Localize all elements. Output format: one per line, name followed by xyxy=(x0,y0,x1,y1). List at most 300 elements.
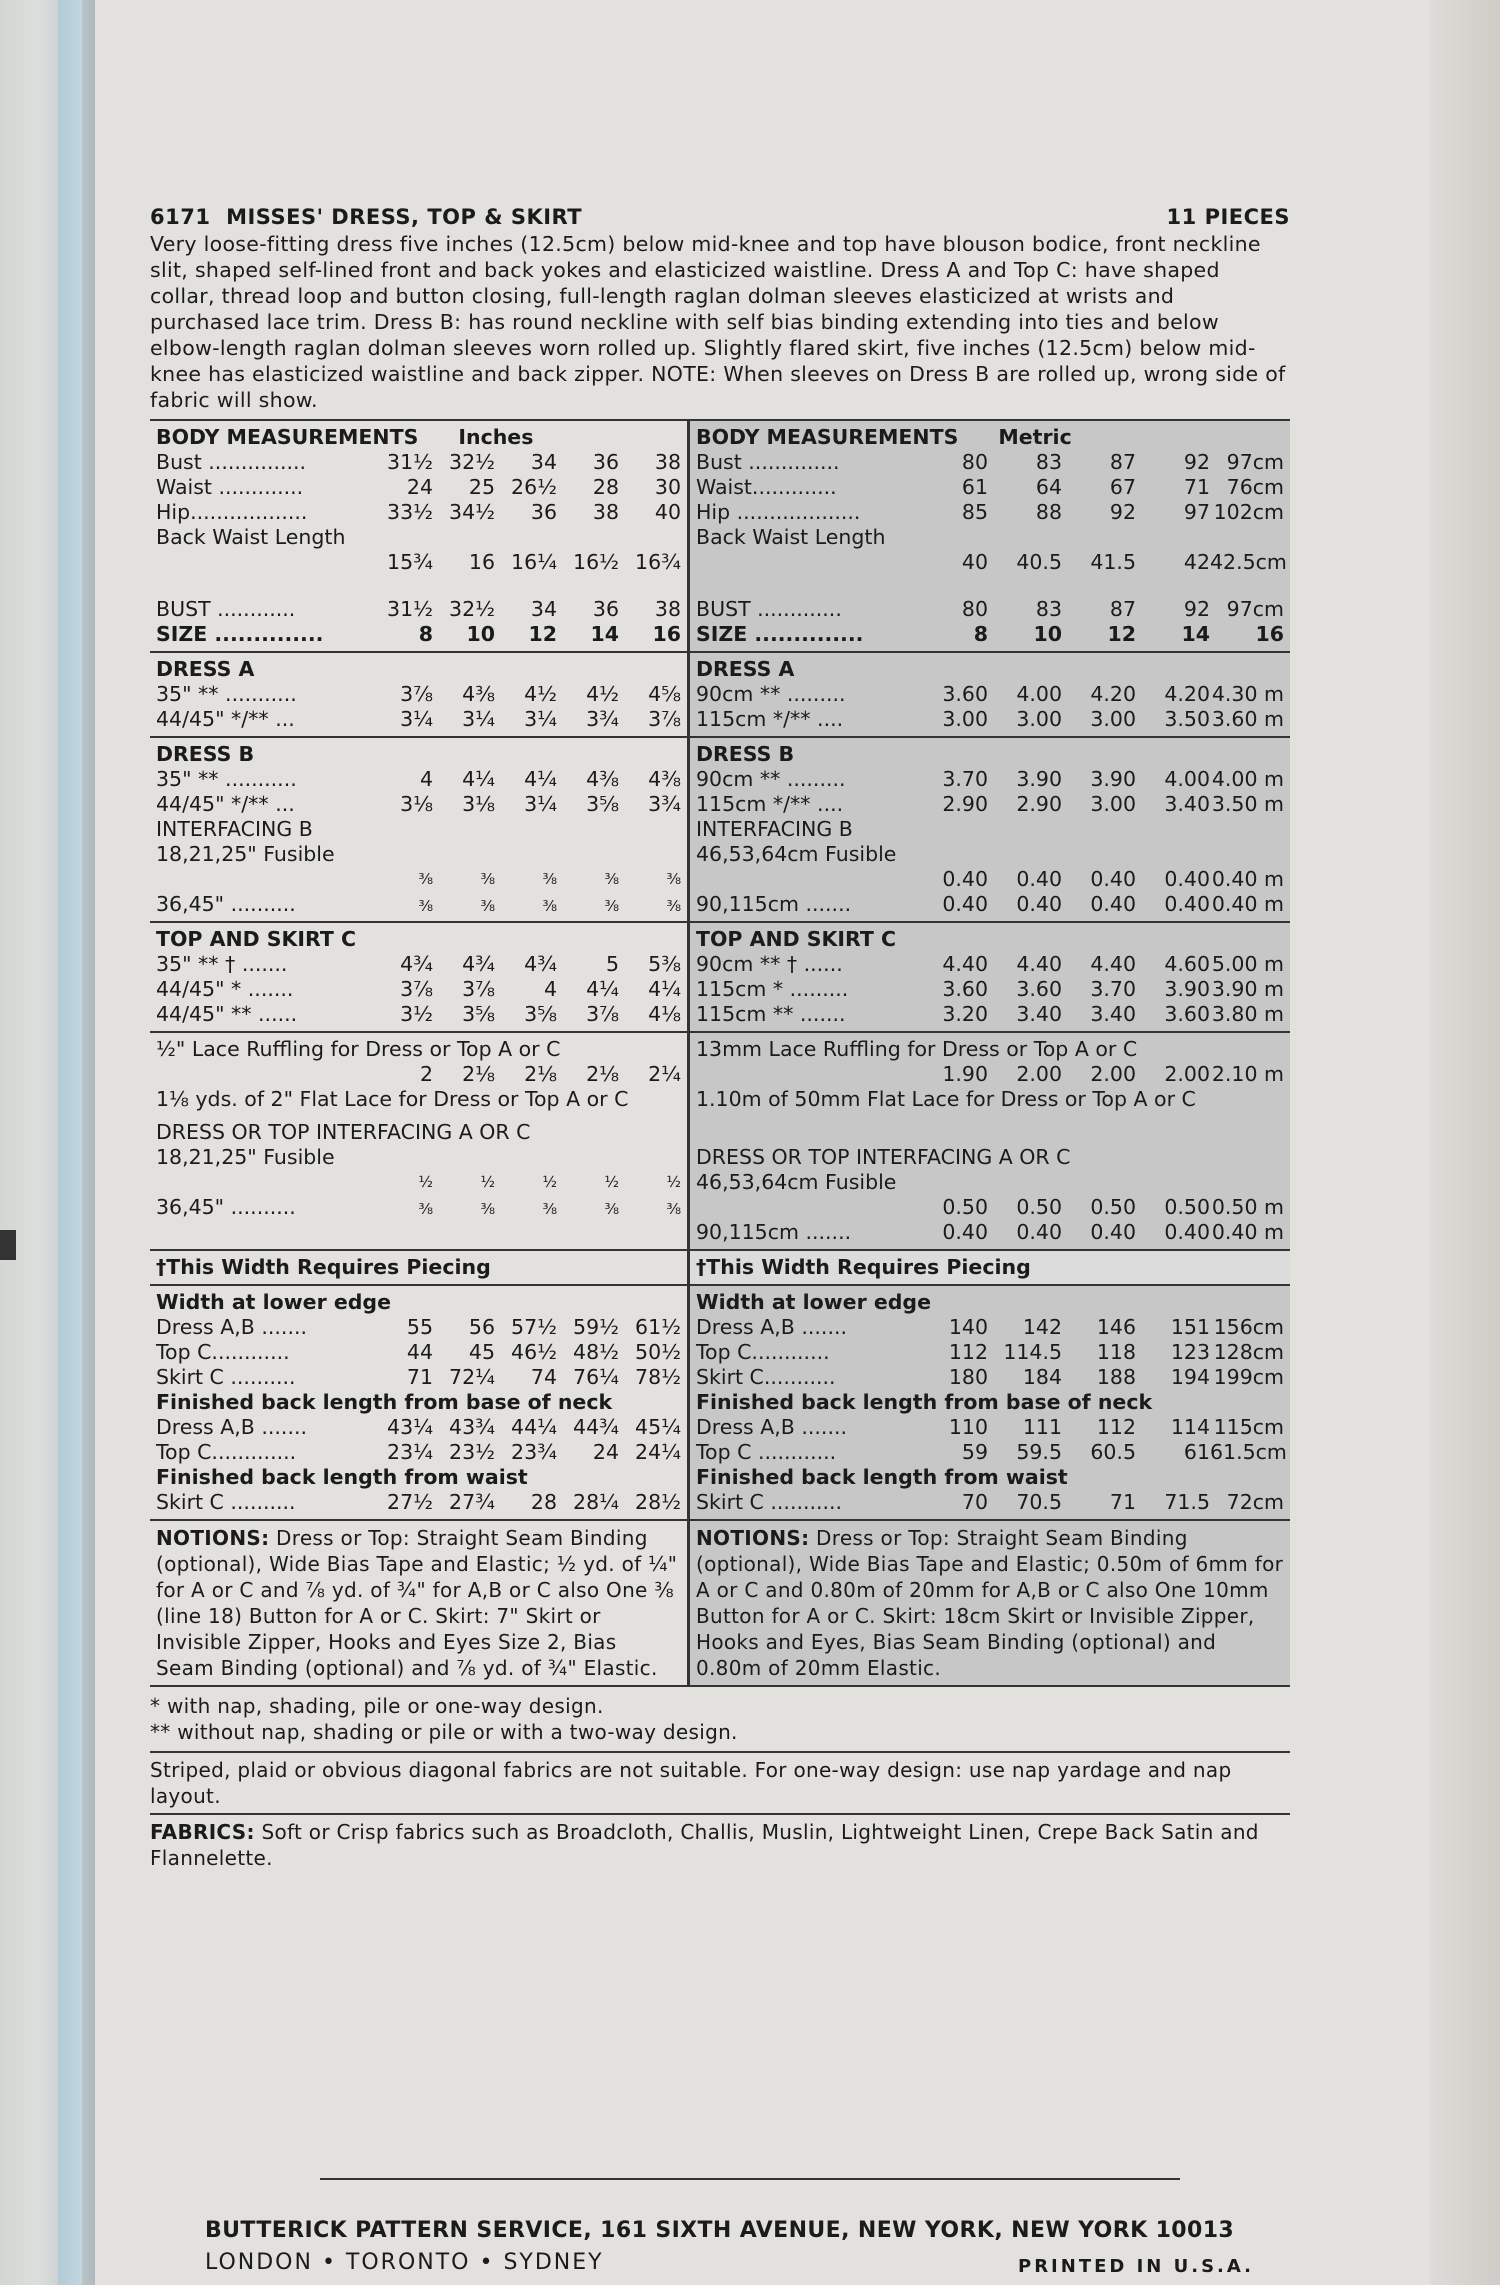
row-value: 146 xyxy=(1096,1315,1136,1339)
row-value: ⅜ xyxy=(666,1200,681,1218)
row-value: 151 xyxy=(1170,1315,1210,1339)
row-value: 76¼ xyxy=(573,1365,619,1389)
row-value: ⅜ xyxy=(418,1200,433,1218)
row-value: 80 xyxy=(961,450,988,474)
row-value: ⅜ xyxy=(542,870,557,888)
row-value: ⅜ xyxy=(480,870,495,888)
row-label: Waist ............. xyxy=(156,475,304,499)
row-value: 8 xyxy=(973,622,988,646)
measure-row xyxy=(696,682,1284,707)
row-value: 28½ xyxy=(635,1490,681,1514)
row-value: 42 xyxy=(1183,550,1210,574)
row-label: Dress A,B ....... xyxy=(156,1315,307,1339)
row-value: 16¼ xyxy=(511,550,557,574)
row-label: Bust ............... xyxy=(156,450,307,474)
row-value: 3⅛ xyxy=(400,792,433,816)
dress-a-metric: DRESS A 90cm ** ......... 3.60 4.00 4.20 4.20 4.30 m 115cm */** .... 3.00 3.00 3.00 3.50 3.60 m xyxy=(690,653,1290,738)
row-value: 4¾ xyxy=(462,952,495,976)
blue-edge-strip xyxy=(58,0,82,2285)
pattern-back-content xyxy=(150,205,1290,1871)
row-value: 83 xyxy=(1035,597,1062,621)
measure-row xyxy=(696,867,1284,892)
row-value: 114 xyxy=(1170,1415,1210,1439)
row-value: 0.50 m xyxy=(1211,1195,1284,1219)
row-value: 142 xyxy=(1022,1315,1062,1339)
row-label: Waist............. xyxy=(696,475,837,499)
row-value: 50½ xyxy=(635,1340,681,1364)
row-value: 0.40 xyxy=(1016,1220,1062,1244)
pattern-header xyxy=(150,205,1290,229)
row-label: 115cm */** .... xyxy=(696,792,844,816)
edge-mark xyxy=(0,1230,16,1260)
row-value: 46½ xyxy=(511,1340,557,1364)
row-value: 0.50 xyxy=(1016,1195,1062,1219)
row-value: 3.90 m xyxy=(1211,977,1284,1001)
row-value: 28 xyxy=(592,475,619,499)
row-label: 44/45" * ....... xyxy=(156,977,294,1001)
row-value: 43¾ xyxy=(449,1415,495,1439)
envelope-right-edge xyxy=(1430,0,1500,2285)
row-label: BUST ............. xyxy=(696,597,842,621)
row-value: 3¾ xyxy=(648,792,681,816)
row-value: 38 xyxy=(654,597,681,621)
row-value: 31½ xyxy=(387,450,433,474)
row-value: 4⅜ xyxy=(586,767,619,791)
row-value: 38 xyxy=(592,500,619,524)
row-value: 10 xyxy=(1033,622,1062,646)
row-label: Dress A,B ....... xyxy=(696,1415,847,1439)
row-value: 67 xyxy=(1109,475,1136,499)
measure-row xyxy=(696,767,1284,792)
row-label: Skirt C ........... xyxy=(696,1490,843,1514)
row-label: Hip.................. xyxy=(156,500,308,524)
row-label: 44/45" */** ... xyxy=(156,792,295,816)
measure-row xyxy=(696,1365,1284,1390)
row-value: 25 xyxy=(468,475,495,499)
publisher-address: BUTTERICK PATTERN SERVICE, 161 SIXTH AVENUE, NEW YORK, NEW YORK 10013 xyxy=(205,2218,1235,2243)
notions-metric: NOTIONS: Dress or Top: Straight Seam Binding (optional), Wide Bias Tape and Elastic; 0.50m of 6mm for A or C and 0.80m of 20mm for A,B or C also One 10mm Button for A or C. Skirt: 18cm Skirt or Invisible Zipper, Hooks and Eyes, Bias Seam Binding (optional) and 0.80m of 20mm Elastic. xyxy=(690,1521,1290,1685)
measure-row xyxy=(156,1365,681,1390)
row-value: 92 xyxy=(1183,597,1210,621)
row-value: 97cm xyxy=(1226,450,1284,474)
measure-row xyxy=(696,450,1284,475)
row-value: 4.40 xyxy=(942,952,988,976)
row-value: 3.00 xyxy=(1090,792,1136,816)
row-value: 4⅜ xyxy=(462,682,495,706)
row-label: 44/45" ** ...... xyxy=(156,1002,298,1026)
row-value: ½ xyxy=(418,1173,433,1191)
row-value: 0.40 xyxy=(1090,1220,1136,1244)
row-value: 28 xyxy=(530,1490,557,1514)
row-value: 4¼ xyxy=(462,767,495,791)
row-value: 2¼ xyxy=(648,1062,681,1086)
measure-row xyxy=(696,1315,1284,1340)
row-label: 115cm */** .... xyxy=(696,707,844,731)
row-value: 0.40 xyxy=(1164,892,1210,916)
row-label: 90,115cm ....... xyxy=(696,892,852,916)
row-value: 27½ xyxy=(387,1490,433,1514)
row-label: Dress A,B ....... xyxy=(696,1315,847,1339)
row-value: 59½ xyxy=(573,1315,619,1339)
row-value: 3⅞ xyxy=(586,1002,619,1026)
row-value: 4½ xyxy=(586,682,619,706)
row-value: 72¼ xyxy=(449,1365,495,1389)
row-value: 43¼ xyxy=(387,1415,433,1439)
finished-garment-metric: Width at lower edge Dress A,B ....... 140 142 146 151 156cm Top C............ 112 114.5 118 123 128cm Skirt C........... 180 184 188 194 199cm Finished back length from base of neck Dress A,B ....... 110 111 112 114 115cm Top C ............ 59 59.5 60.5 61 61.5cm Finished back length from waist Skirt C ........... 70 70.5 71 71.5 72cm xyxy=(690,1286,1290,1521)
row-label: Top C ............ xyxy=(696,1440,837,1464)
row-value: 3.60 xyxy=(942,977,988,1001)
row-value: 16¾ xyxy=(635,550,681,574)
row-value: 0.40 xyxy=(1016,892,1062,916)
row-value: 0.40 xyxy=(1090,892,1136,916)
publisher-cities: LONDON • TORONTO • SYDNEY xyxy=(205,2250,604,2275)
measure-row xyxy=(696,1415,1284,1440)
row-value: 3.00 xyxy=(942,707,988,731)
row-value: 3.60 xyxy=(1016,977,1062,1001)
row-value: 0.40 xyxy=(1164,1220,1210,1244)
row-value: 23½ xyxy=(449,1440,495,1464)
pattern-description: Very loose-fitting dress five inches (12.5cm) below mid-knee and top have blouson bodice, front neckline slit, shaped self-lined front and back yokes and elasticized waistline. Dress A and Top C: have shaped collar, thread loop and button closing, full-length raglan dolman sleeves elasticized at wrists and purchased lace trim. Dress B: has round neckline with self bias binding extending into ties and below elbow-length raglan dolman sleeves worn rolled up. Slightly flared skirt, five inches (12.5cm) below mid-knee has elasticized waistline and back zipper. NOTE: When sleeves on Dress B are rolled up, wrong side of fabric will show. xyxy=(150,232,1286,412)
row-value: 5⅜ xyxy=(648,952,681,976)
row-value: ⅜ xyxy=(666,897,681,915)
row-value: ⅜ xyxy=(542,1200,557,1218)
row-label: 90cm ** ......... xyxy=(696,767,846,791)
row-value: 40 xyxy=(654,500,681,524)
row-value: 156cm xyxy=(1213,1315,1284,1339)
row-value: 3¼ xyxy=(400,707,433,731)
row-value: 60.5 xyxy=(1090,1440,1136,1464)
row-value: 44¼ xyxy=(511,1415,557,1439)
measure-row xyxy=(156,1170,681,1195)
row-value: ⅜ xyxy=(604,1200,619,1218)
row-value: 184 xyxy=(1022,1365,1062,1389)
row-value: 59.5 xyxy=(1016,1440,1062,1464)
row-value: 0.40 m xyxy=(1211,867,1284,891)
row-value: 3.40 xyxy=(1164,792,1210,816)
lace-interfacing-inches: ½" Lace Ruffling for Dress or Top A or C 2 2⅛ 2⅛ 2⅛ 2¼ 1⅛ yds. of 2" Flat Lace for Dress or Top A or C DRESS OR TOP INTERFACING A OR C 18,21,25" Fusible ½ ½ ½ ½ ½ 36,45" .......... ⅜ ⅜ ⅜ ⅜ ⅜ xyxy=(150,1033,690,1251)
row-value: 4¼ xyxy=(586,977,619,1001)
row-label: 90cm ** ......... xyxy=(696,682,846,706)
measure-row xyxy=(696,1440,1287,1465)
row-value: ⅜ xyxy=(480,1200,495,1218)
measure-row xyxy=(156,1415,681,1440)
row-value: 12 xyxy=(528,622,557,646)
row-value: 2⅛ xyxy=(524,1062,557,1086)
row-value: 188 xyxy=(1096,1365,1136,1389)
measure-row xyxy=(156,977,681,1002)
row-value: ½ xyxy=(604,1173,619,1191)
row-value: 140 xyxy=(948,1315,988,1339)
footnote-nap: * with nap, shading, pile or one-way design. xyxy=(150,1694,604,1718)
row-label: Top C............. xyxy=(156,1440,297,1464)
row-value: 0.50 xyxy=(1164,1195,1210,1219)
dress-a-inches: DRESS A 35" ** ........... 3⅞ 4⅜ 4½ 4½ 4⅝ 44/45" */** ... 3¼ 3¼ 3¼ 3¾ 3⅞ xyxy=(150,653,690,738)
row-value: 8 xyxy=(418,622,433,646)
row-value: 3.60 xyxy=(1164,1002,1210,1026)
row-value: 23¼ xyxy=(387,1440,433,1464)
row-value: 92 xyxy=(1109,500,1136,524)
row-value: 3.40 xyxy=(1090,1002,1136,1026)
row-value: 112 xyxy=(1096,1415,1136,1439)
row-value: 3⅞ xyxy=(648,707,681,731)
row-value: 4.00 xyxy=(1164,767,1210,791)
measure-row xyxy=(696,500,1284,525)
row-value: 3.60 m xyxy=(1211,707,1284,731)
row-value: 32½ xyxy=(449,597,495,621)
row-value: 76cm xyxy=(1226,475,1284,499)
row-value: 3.20 xyxy=(942,1002,988,1026)
row-value: 38 xyxy=(654,450,681,474)
row-value: 3¼ xyxy=(524,707,557,731)
row-value: ⅜ xyxy=(542,897,557,915)
row-value: 32½ xyxy=(449,450,495,474)
row-label: 36,45" .......... xyxy=(156,1195,296,1219)
row-value: ½ xyxy=(542,1173,557,1191)
row-value: ⅜ xyxy=(418,870,433,888)
row-value: 40 xyxy=(961,550,988,574)
measure-row xyxy=(156,1315,681,1340)
row-value: 4¼ xyxy=(524,767,557,791)
measure-row xyxy=(696,1220,1284,1245)
row-value: 57½ xyxy=(511,1315,557,1339)
piecing-note-metric: †This Width Requires Piecing xyxy=(690,1251,1290,1286)
row-value: 3.40 xyxy=(1016,1002,1062,1026)
measure-row xyxy=(696,1195,1284,1220)
row-value: 74 xyxy=(530,1365,557,1389)
row-value: 28¼ xyxy=(573,1490,619,1514)
pieces-count: 11 PIECES xyxy=(1166,205,1290,229)
body-measurements-inches: BODY MEASUREMENTS Inches Bust ............... 31½ 32½ 34 36 38 Waist ............. 24 25 26½ 28 30 Hip.................. 33½ 34½ 36 38 40 Back Waist Length 15¾ 16 16¼ 16½ 16¾ BUST ............ 31½ 32½ 34 36 38 SIZE .............. 8 10 12 14 16 xyxy=(150,421,690,653)
row-value: 48½ xyxy=(573,1340,619,1364)
row-value: 3⅝ xyxy=(524,1002,557,1026)
row-value: 123 xyxy=(1170,1340,1210,1364)
row-value: 61½ xyxy=(635,1315,681,1339)
row-value: 3⅝ xyxy=(586,792,619,816)
row-value: 4.30 m xyxy=(1211,682,1284,706)
row-value: ⅜ xyxy=(418,897,433,915)
row-value: 4.20 xyxy=(1090,682,1136,706)
notions-inches: NOTIONS: Dress or Top: Straight Seam Binding (optional), Wide Bias Tape and Elastic; ½ yd. of ¼" for A or C and ⅞ yd. of ¾" for A,B or C also One ⅜ (line 18) Button for A or C. Skirt: 7" Skirt or Invisible Zipper, Hooks and Eyes Size 2, Bias Seam Binding (optional) and ⅞ yd. of ¾" Elastic. xyxy=(150,1521,690,1685)
body-measurements-metric: BODY MEASUREMENTS Metric Bust .............. 80 83 87 92 97cm Waist............. 61 64 67 71 76cm Hip ................... 85 88 92 97 102cm Back Waist Length 40 40.5 41.5 42 42.5cm BUST ............. 80 83 87 92 97cm SIZE .............. 8 10 12 14 16 xyxy=(690,421,1290,653)
measure-row xyxy=(156,867,681,892)
row-value: 199cm xyxy=(1213,1365,1284,1389)
row-value: 71 xyxy=(406,1365,433,1389)
row-value: 3.70 xyxy=(942,767,988,791)
measure-row xyxy=(696,1340,1284,1365)
row-value: 2⅛ xyxy=(586,1062,619,1086)
row-label: Skirt C........... xyxy=(696,1365,836,1389)
row-value: 78½ xyxy=(635,1365,681,1389)
row-value: 34 xyxy=(530,450,557,474)
row-value: 0.40 m xyxy=(1211,1220,1284,1244)
row-value: 115cm xyxy=(1213,1415,1284,1439)
row-value: 71 xyxy=(1109,1490,1136,1514)
measure-row xyxy=(156,597,681,622)
measure-row xyxy=(696,792,1284,817)
row-value: 3.90 xyxy=(1016,767,1062,791)
row-value: 3.70 xyxy=(1090,977,1136,1001)
row-value: 4.40 xyxy=(1016,952,1062,976)
row-value: 14 xyxy=(1181,622,1210,646)
row-label: 90,115cm ....... xyxy=(696,1220,852,1244)
row-value: 4 xyxy=(419,767,433,791)
row-value: 4 xyxy=(543,977,557,1001)
row-value: 12 xyxy=(1107,622,1136,646)
row-value: 34 xyxy=(530,597,557,621)
measure-row xyxy=(156,1002,681,1027)
row-value: 0.50 xyxy=(1090,1195,1136,1219)
printed-in: PRINTED IN U.S.A. xyxy=(1018,2256,1254,2277)
measure-row xyxy=(156,952,681,977)
row-value: 70 xyxy=(961,1490,988,1514)
measure-row xyxy=(156,767,681,792)
row-value: 3.60 xyxy=(942,682,988,706)
row-value: 34½ xyxy=(449,500,495,524)
row-value: 24 xyxy=(592,1440,619,1464)
row-value: 2.00 xyxy=(1164,1062,1210,1086)
row-value: 36 xyxy=(530,500,557,524)
row-value: 70.5 xyxy=(1016,1490,1062,1514)
row-value: 102cm xyxy=(1213,500,1284,524)
row-value: 110 xyxy=(948,1415,988,1439)
row-value: 0.40 xyxy=(942,892,988,916)
row-label: Top C............ xyxy=(156,1340,290,1364)
measure-row xyxy=(696,707,1284,732)
row-value: 4.00 xyxy=(1016,682,1062,706)
row-value: 23¾ xyxy=(511,1440,557,1464)
dress-b-metric: DRESS B 90cm ** ......... 3.70 3.90 3.90 4.00 4.00 m 115cm */** .... 2.90 2.90 3.00 3.40 3.50 m INTERFACING B 46,53,64cm Fusible 0.40 0.40 0.40 0.40 0.40 m 90,115cm ....... 0.40 0.40 0.40 0.40 0.40 m xyxy=(690,738,1290,923)
row-value: 3.90 xyxy=(1164,977,1210,1001)
row-label: 35" ** ........... xyxy=(156,767,297,791)
row-label: 44/45" */** ... xyxy=(156,707,295,731)
row-value: 3.50 m xyxy=(1211,792,1284,816)
row-label: Skirt C .......... xyxy=(156,1365,296,1389)
row-value: 44 xyxy=(406,1340,433,1364)
row-value: 33½ xyxy=(387,500,433,524)
row-value: 4¼ xyxy=(648,977,681,1001)
row-value: 3⅝ xyxy=(462,1002,495,1026)
row-value: 71.5 xyxy=(1164,1490,1210,1514)
measure-row xyxy=(156,500,681,525)
row-value: 61.5cm xyxy=(1210,1440,1287,1464)
row-value: 112 xyxy=(948,1340,988,1364)
row-value: 42.5cm xyxy=(1210,550,1287,574)
row-value: 40.5 xyxy=(1016,550,1062,574)
row-value: 4⅛ xyxy=(648,1002,681,1026)
row-value: 15¾ xyxy=(387,550,433,574)
row-value: 2.90 xyxy=(942,792,988,816)
row-value: 1.90 xyxy=(942,1062,988,1086)
row-value: 2.00 xyxy=(1090,1062,1136,1086)
row-value: 55 xyxy=(406,1315,433,1339)
row-value: 3⅛ xyxy=(462,792,495,816)
row-value: 3⅞ xyxy=(400,977,433,1001)
measure-row xyxy=(156,1062,681,1087)
row-value: 92 xyxy=(1183,450,1210,474)
row-value: 4¾ xyxy=(400,952,433,976)
measure-row xyxy=(156,475,681,500)
row-value: 36 xyxy=(592,450,619,474)
piecing-note-inches: †This Width Requires Piecing xyxy=(150,1251,690,1286)
row-value: 3⅞ xyxy=(400,682,433,706)
row-label: SIZE .............. xyxy=(696,622,864,646)
measure-row xyxy=(156,622,681,647)
row-value: 180 xyxy=(948,1365,988,1389)
measure-row xyxy=(156,450,681,475)
row-value: 0.40 m xyxy=(1211,892,1284,916)
row-value: 61 xyxy=(1183,1440,1210,1464)
row-value: 4.60 xyxy=(1164,952,1210,976)
row-value: 4.00 m xyxy=(1211,767,1284,791)
row-value: 26½ xyxy=(511,475,557,499)
measure-row xyxy=(156,892,681,917)
row-value: 118 xyxy=(1096,1340,1136,1364)
row-value: 44¾ xyxy=(573,1415,619,1439)
row-value: 16 xyxy=(468,550,495,574)
measure-row xyxy=(696,952,1284,977)
measure-row xyxy=(156,550,681,575)
top-skirt-c-inches: TOP AND SKIRT C 35" ** † ....... 4¾ 4¾ 4¾ 5 5⅜ 44/45" * ....... 3⅞ 3⅞ 4 4¼ 4¼ 44/45" ** ...... 3½ 3⅝ 3⅝ 3⅞ 4⅛ xyxy=(150,923,690,1033)
row-value: 10 xyxy=(466,622,495,646)
row-value: 2 xyxy=(419,1062,433,1086)
measure-row xyxy=(156,792,681,817)
row-value: 3.00 xyxy=(1090,707,1136,731)
row-value: ½ xyxy=(480,1173,495,1191)
row-value: 4.40 xyxy=(1090,952,1136,976)
row-value: 59 xyxy=(961,1440,988,1464)
footer-rule xyxy=(320,2178,1180,2180)
row-value: 3¼ xyxy=(462,707,495,731)
row-value: 0.40 xyxy=(942,1220,988,1244)
measure-row xyxy=(696,1062,1284,1087)
row-value: 3.50 xyxy=(1164,707,1210,731)
measure-row xyxy=(696,1490,1284,1515)
measure-row xyxy=(696,977,1284,1002)
row-value: 3.00 xyxy=(1016,707,1062,731)
row-label: BUST ............ xyxy=(156,597,296,621)
yardage-grid xyxy=(150,419,1290,1685)
row-value: 83 xyxy=(1035,450,1062,474)
row-label: Bust .............. xyxy=(696,450,840,474)
row-value: 97cm xyxy=(1226,597,1284,621)
row-value: 14 xyxy=(590,622,619,646)
measure-row xyxy=(696,892,1284,917)
measure-row xyxy=(156,1195,681,1220)
row-value: 2⅛ xyxy=(462,1062,495,1086)
measure-row xyxy=(156,1440,681,1465)
measure-row xyxy=(696,622,1284,647)
dress-b-inches: DRESS B 35" ** ........... 4 4¼ 4¼ 4⅜ 4⅜ 44/45" */** ... 3⅛ 3⅛ 3¼ 3⅝ 3¾ INTERFACING B 18,21,25" Fusible ⅜ ⅜ ⅜ ⅜ ⅜ 36,45" .......... ⅜ ⅜ ⅜ ⅜ ⅜ xyxy=(150,738,690,923)
row-value: 24¼ xyxy=(635,1440,681,1464)
measure-row xyxy=(696,550,1287,575)
row-value: 4¾ xyxy=(524,952,557,976)
row-value: 36 xyxy=(592,597,619,621)
row-value: 56 xyxy=(468,1315,495,1339)
fabrics-list: FABRICS: Soft or Crisp fabrics such as Broadcloth, Challis, Muslin, Lightweight Linen, Crepe Back Satin and Flannelette. xyxy=(150,1820,1259,1870)
row-label: 36,45" .......... xyxy=(156,892,296,916)
row-value: 5.00 m xyxy=(1211,952,1284,976)
measure-row xyxy=(156,1340,681,1365)
row-label: Hip ................... xyxy=(696,500,861,524)
row-label: Dress A,B ....... xyxy=(156,1415,307,1439)
row-label: SIZE .............. xyxy=(156,622,324,646)
row-value: ⅜ xyxy=(666,870,681,888)
row-value: 61 xyxy=(961,475,988,499)
row-value: 87 xyxy=(1109,597,1136,621)
row-value: 45¼ xyxy=(635,1415,681,1439)
pattern-title: MISSES' DRESS, TOP & SKIRT xyxy=(226,205,583,229)
row-label: 115cm * ......... xyxy=(696,977,849,1001)
